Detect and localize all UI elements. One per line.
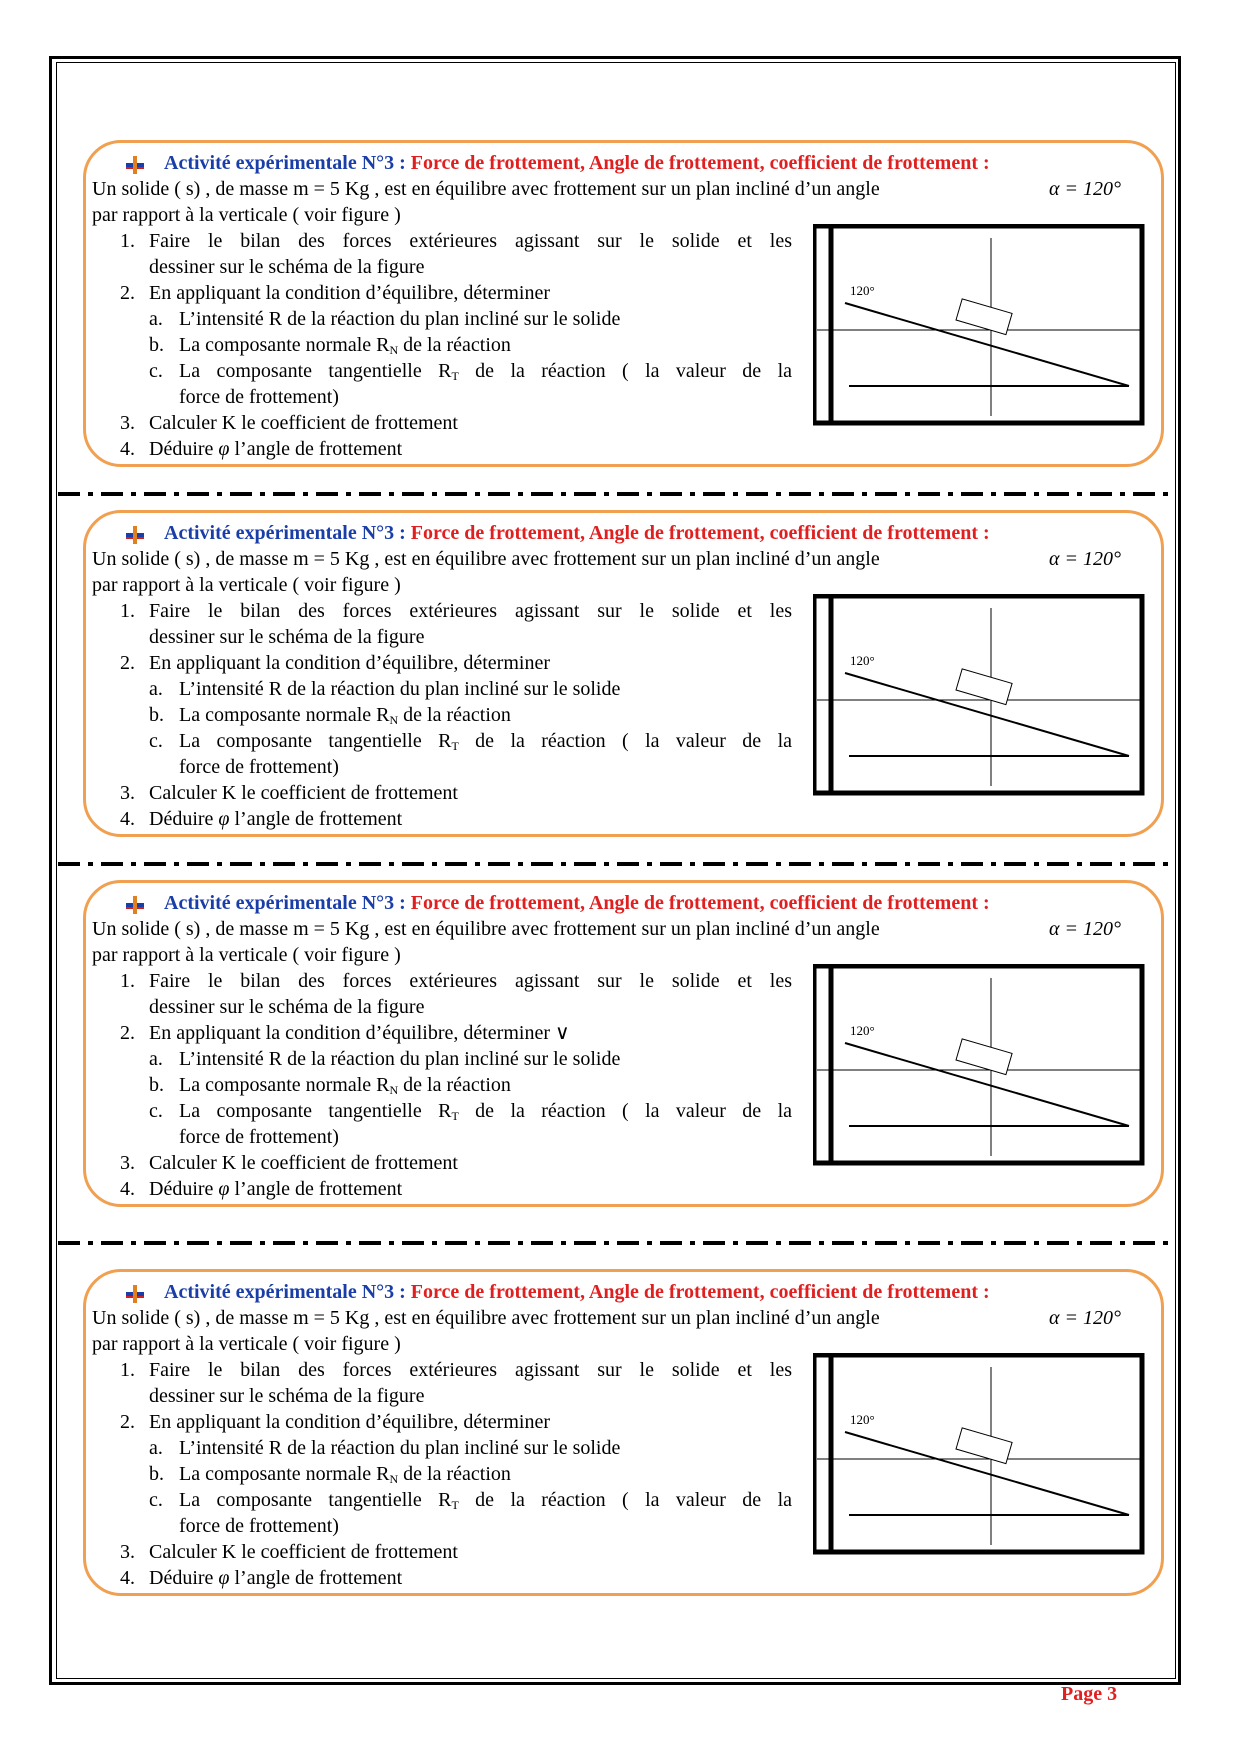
qc-text: La composante tangentielle $R_T$ de la réaction ( la valeur de la [179,360,792,383]
qa-number: a. [149,1048,163,1070]
q2-text: En appliquant la condition d’équilibre, déterminer ∨ [149,1022,570,1044]
qb-number: b. [149,704,164,726]
qa-text: L’intensité R de la réaction du plan incliné sur le solide [179,308,621,330]
q3-text: Calculer K le coefficient de frottement [149,1152,458,1174]
q1-number: 1. [120,1359,135,1381]
cut-separator [58,1240,1168,1246]
q1-text: Faire le bilan des forces extérieures agissant sur le solide et les [149,970,792,992]
qc-number: c. [149,1489,163,1511]
q1-text-cont: dessiner sur le schéma de la figure [149,256,425,278]
q2-text: En appliquant la condition d’équilibre, déterminer [149,1411,550,1433]
page-number: Page 3 [1061,1683,1118,1705]
q4-text: Déduire φ l’angle de frottement [149,1567,403,1589]
qb-text: La composante normale $R_N$ de la réaction [179,334,511,357]
cut-separator [58,491,1168,497]
q4-text: Déduire φ l’angle de frottement [149,1178,403,1200]
q1-text-cont: dessiner sur le schéma de la figure [149,626,425,648]
activity-title [164,150,990,176]
title-main: Force de frottement, Angle de frottement, coefficient de frottement : [410,522,990,544]
bullet-plus-icon [126,526,144,544]
qa-text: L’intensité R de la réaction du plan incliné sur le solide [179,678,621,700]
activity-title [164,890,990,916]
intro-line-2: par rapport à la verticale ( voir figure ) [92,204,401,226]
qb-text: La composante normale $R_N$ de la réaction [179,704,511,727]
q4-number: 4. [120,438,135,460]
alpha-label: α = 120° [1049,178,1121,200]
q1-text: Faire le bilan des forces extérieures agissant sur le solide et les [149,230,792,252]
q2-number: 2. [120,652,135,674]
intro-line-2: par rapport à la verticale ( voir figure ) [92,574,401,596]
angle-label: 120° [850,1023,875,1038]
alpha-label: α = 120° [1049,1307,1121,1329]
q4-number: 4. [120,1178,135,1200]
qa-text: L’intensité R de la réaction du plan incliné sur le solide [179,1048,621,1070]
q4-text: Déduire φ l’angle de frottement [149,808,403,830]
qc-text: La composante tangentielle $R_T$ de la réaction ( la valeur de la [179,730,792,753]
q4-number: 4. [120,1567,135,1589]
q3-number: 3. [120,782,135,804]
qa-number: a. [149,308,163,330]
qc-text-cont: force de frottement) [179,756,339,778]
title-prefix: Activité expérimentale N°3 : [164,522,406,544]
qb-number: b. [149,1463,164,1485]
alpha-label: α = 120° [1049,918,1121,940]
qc-number: c. [149,1100,163,1122]
qc-text: La composante tangentielle $R_T$ de la réaction ( la valeur de la [179,1100,792,1123]
intro-line-1: Un solide ( s) , de masse m = 5 Kg , est en équilibre avec frottement sur un plan incliné d’un angle [92,548,880,570]
qc-text-cont: force de frottement) [179,386,339,408]
title-prefix: Activité expérimentale N°3 : [164,152,406,174]
angle-label: 120° [850,653,875,668]
title-prefix: Activité expérimentale N°3 : [164,1281,406,1303]
qa-number: a. [149,678,163,700]
incline-figure [813,594,1145,797]
intro-line-1: Un solide ( s) , de masse m = 5 Kg , est en équilibre avec frottement sur un plan incliné d’un angle [92,918,880,940]
qa-number: a. [149,1437,163,1459]
q2-text: En appliquant la condition d’équilibre, déterminer [149,652,550,674]
qc-text-cont: force de frottement) [179,1126,339,1148]
q2-number: 2. [120,1022,135,1044]
qb-text: La composante normale $R_N$ de la réaction [179,1463,511,1486]
q1-text-cont: dessiner sur le schéma de la figure [149,996,425,1018]
intro-line-1: Un solide ( s) , de masse m = 5 Kg , est en équilibre avec frottement sur un plan incliné d’un angle [92,178,880,200]
qc-text: La composante tangentielle $R_T$ de la réaction ( la valeur de la [179,1489,792,1512]
q1-text-cont: dessiner sur le schéma de la figure [149,1385,425,1407]
q1-number: 1. [120,600,135,622]
q3-text: Calculer K le coefficient de frottement [149,782,458,804]
activity-title [164,520,990,546]
incline-figure [813,1353,1145,1556]
q2-number: 2. [120,1411,135,1433]
activity-title [164,1279,990,1305]
q3-number: 3. [120,1541,135,1563]
qb-number: b. [149,334,164,356]
angle-label: 120° [850,1412,875,1427]
incline-figure [813,224,1145,427]
q1-number: 1. [120,970,135,992]
q4-number: 4. [120,808,135,830]
cut-separator [58,861,1168,867]
qa-text: L’intensité R de la réaction du plan incliné sur le solide [179,1437,621,1459]
angle-label: 120° [850,283,875,298]
bullet-plus-icon [126,156,144,174]
title-main: Force de frottement, Angle de frottement, coefficient de frottement : [410,892,990,914]
title-prefix: Activité expérimentale N°3 : [164,892,406,914]
title-main: Force de frottement, Angle de frottement, coefficient de frottement : [410,152,990,174]
q2-text: En appliquant la condition d’équilibre, déterminer [149,282,550,304]
q1-number: 1. [120,230,135,252]
q2-number: 2. [120,282,135,304]
intro-line-2: par rapport à la verticale ( voir figure ) [92,944,401,966]
q1-text: Faire le bilan des forces extérieures agissant sur le solide et les [149,1359,792,1381]
q4-text: Déduire φ l’angle de frottement [149,438,403,460]
incline-figure [813,964,1145,1167]
intro-line-2: par rapport à la verticale ( voir figure ) [92,1333,401,1355]
title-main: Force de frottement, Angle de frottement, coefficient de frottement : [410,1281,990,1303]
q3-number: 3. [120,412,135,434]
q1-text: Faire le bilan des forces extérieures agissant sur le solide et les [149,600,792,622]
alpha-label: α = 120° [1049,548,1121,570]
bullet-plus-icon [126,896,144,914]
qc-text-cont: force de frottement) [179,1515,339,1537]
q3-text: Calculer K le coefficient de frottement [149,1541,458,1563]
qb-number: b. [149,1074,164,1096]
q3-number: 3. [120,1152,135,1174]
qb-text: La composante normale $R_N$ de la réaction [179,1074,511,1097]
bullet-plus-icon [126,1285,144,1303]
intro-line-1: Un solide ( s) , de masse m = 5 Kg , est en équilibre avec frottement sur un plan incliné d’un angle [92,1307,880,1329]
q3-text: Calculer K le coefficient de frottement [149,412,458,434]
qc-number: c. [149,360,163,382]
qc-number: c. [149,730,163,752]
